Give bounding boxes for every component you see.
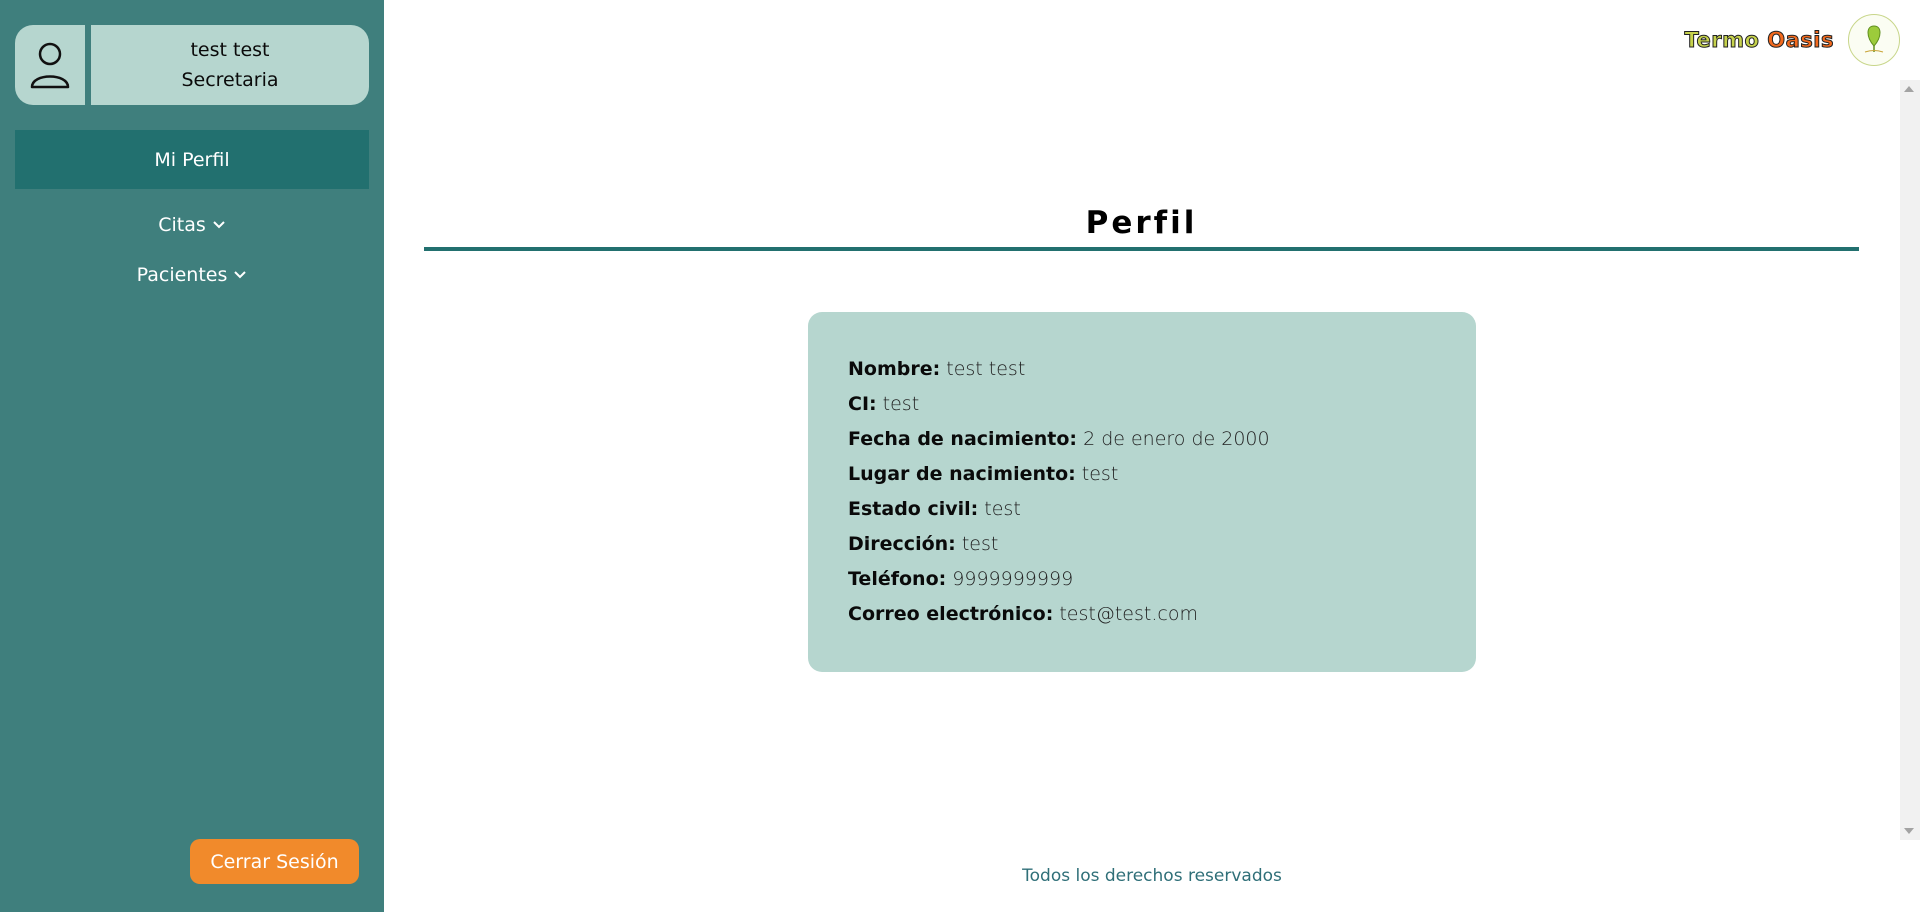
page-title: Perfil	[1085, 205, 1198, 241]
user-role: Secretaria	[181, 69, 279, 91]
user-icon	[29, 40, 71, 90]
title-divider	[424, 247, 1859, 251]
brand[interactable]	[1685, 14, 1901, 66]
brand-name-part1: Termo	[1684, 28, 1760, 52]
field-label: Correo electrónico:	[848, 603, 1054, 625]
scrollbar[interactable]	[1900, 80, 1920, 840]
field-label: CI:	[848, 393, 877, 415]
profile-field-ci	[848, 387, 1436, 422]
chevron-down-icon	[233, 268, 247, 282]
sidebar	[0, 0, 384, 912]
chevron-down-icon	[212, 218, 226, 232]
user-card	[15, 25, 369, 105]
field-value: test	[1081, 463, 1119, 485]
nav-item-citas[interactable]	[0, 213, 384, 237]
field-label: Dirección:	[848, 533, 956, 555]
nav-item-mi-perfil[interactable]: Mi Perfil	[15, 130, 369, 189]
scroll-up-arrow-icon[interactable]	[1904, 86, 1914, 92]
field-label: Lugar de nacimiento:	[848, 463, 1076, 485]
field-value: 9999999999	[952, 568, 1074, 590]
field-value: test	[882, 393, 920, 415]
profile-field-correo	[848, 597, 1436, 632]
profile-field-direccion	[848, 527, 1436, 562]
user-info	[91, 25, 369, 105]
scroll-down-arrow-icon[interactable]	[1904, 828, 1914, 834]
brand-logo-icon	[1848, 14, 1900, 66]
profile-field-nombre	[848, 352, 1436, 387]
brand-name	[1685, 28, 1835, 52]
profile-field-lugar-nacimiento	[848, 457, 1436, 492]
field-value: test test	[946, 358, 1026, 380]
profile-field-telefono	[848, 562, 1436, 597]
field-value: 2 de enero de 2000	[1083, 428, 1270, 450]
avatar	[15, 25, 85, 105]
nav-item-pacientes-label: Pacientes	[136, 264, 228, 286]
field-value: test@test.com	[1059, 603, 1198, 625]
field-value: test	[961, 533, 999, 555]
field-label: Fecha de nacimiento:	[848, 428, 1078, 450]
user-name: test test	[190, 39, 270, 61]
nav-item-citas-label: Citas	[158, 214, 206, 236]
profile-field-fecha-nacimiento	[848, 422, 1436, 457]
profile-field-estado-civil	[848, 492, 1436, 527]
field-label: Teléfono:	[848, 568, 947, 590]
nav-item-pacientes[interactable]	[0, 263, 384, 287]
field-label: Estado civil:	[848, 498, 979, 520]
brand-name-part2: Oasis	[1767, 28, 1834, 52]
footer-text: Todos los derechos reservados	[1022, 866, 1282, 886]
profile-card	[808, 312, 1476, 672]
field-label: Nombre:	[848, 358, 941, 380]
logout-button[interactable]: Cerrar Sesión	[190, 839, 359, 884]
field-value: test	[984, 498, 1021, 520]
